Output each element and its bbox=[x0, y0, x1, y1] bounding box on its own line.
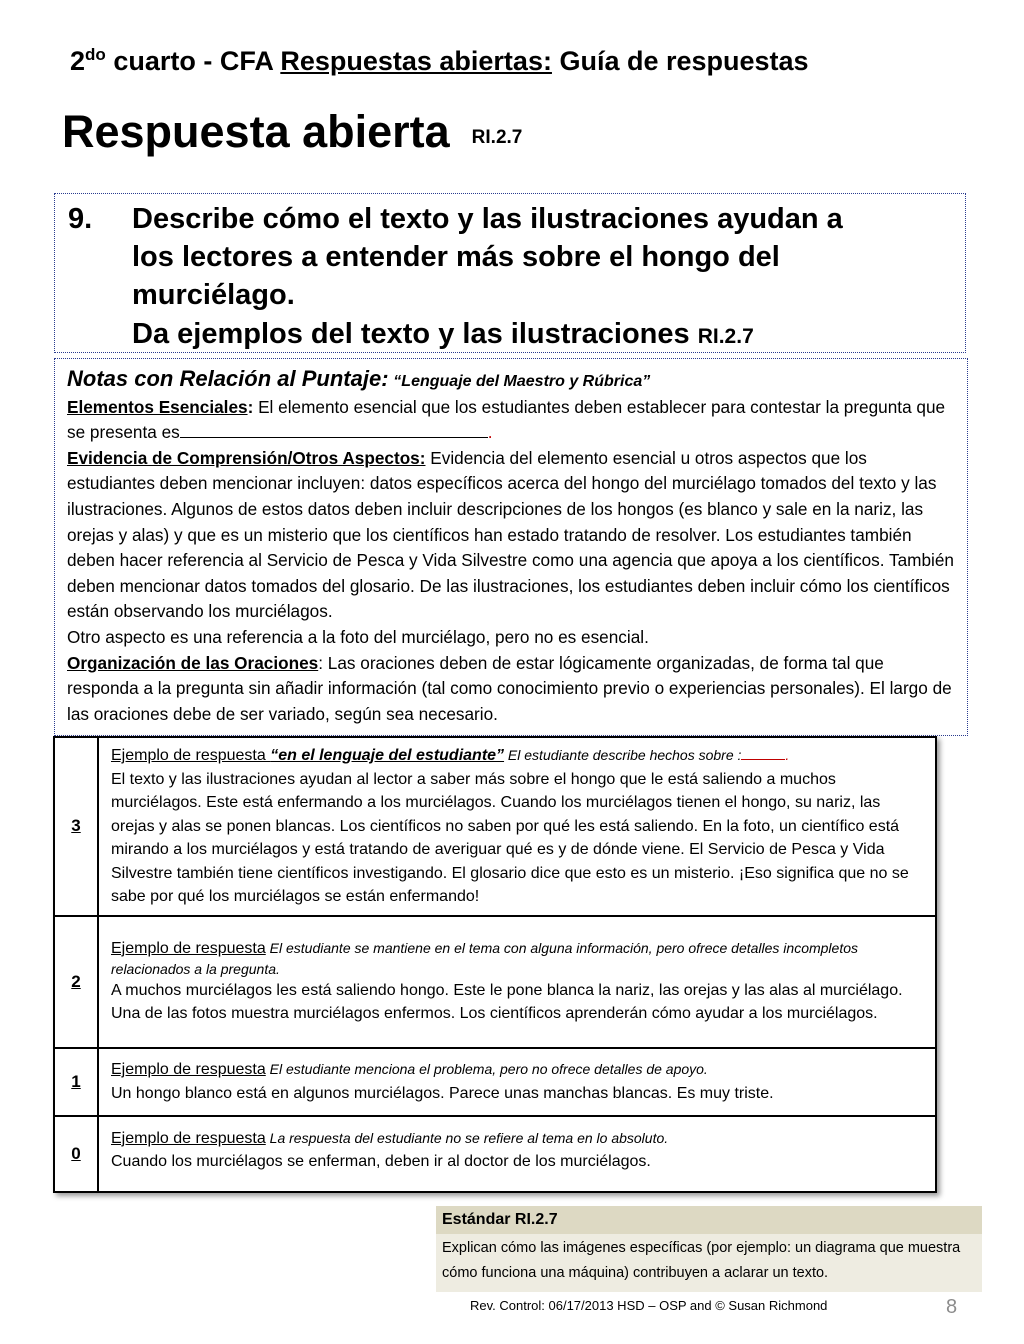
rubric-2-note: El estudiante se mantiene en el tema con alguna información, pero ofrece detalles incompletos relacionados a la pregunta. bbox=[111, 939, 859, 977]
essential-text: El elemento esencial que los estudiantes deben establecer para contestar la pregunta que se presenta es bbox=[67, 396, 946, 443]
header-part2: Guía de respuestas bbox=[551, 46, 809, 76]
rubric-3-note-end: . bbox=[785, 747, 790, 763]
page-title bbox=[62, 106, 522, 158]
header-underlined: Respuestas abiertas: bbox=[280, 46, 552, 76]
score-0: 0 bbox=[54, 1116, 98, 1192]
rubric-row-1 bbox=[54, 1048, 936, 1116]
essential-end: . bbox=[487, 422, 493, 443]
rubric-3-label: Ejemplo de respuesta bbox=[111, 747, 271, 764]
organization-label: Organización de las Oraciones bbox=[67, 652, 319, 673]
header-part1: cuarto - CFA bbox=[105, 46, 281, 76]
evidence-other: Otro aspecto es una referencia a la foto del murciélago, pero no es esencial. bbox=[67, 626, 649, 647]
question-code: RI.2.7 bbox=[697, 325, 754, 348]
standard-box bbox=[436, 1206, 982, 1292]
question-number: 9. bbox=[68, 203, 93, 235]
footer-revision: Rev. Control: 06/17/2013 HSD – OSP and © Susan Richmond bbox=[470, 1298, 828, 1313]
rubric-row-2 bbox=[54, 916, 936, 1048]
rubric-3-blank bbox=[741, 747, 785, 760]
page-number: 8 bbox=[946, 1296, 958, 1318]
essential-label: Elementos Esenciales bbox=[67, 396, 248, 417]
rubric-cell-3 bbox=[98, 737, 936, 916]
question-line-2: los lectores a entender más sobre el hongo del bbox=[132, 241, 780, 273]
scoring-notes bbox=[54, 358, 968, 736]
rubric-0-note: La respuesta del estudiante no se refiere al tema en lo absoluto. bbox=[265, 1129, 669, 1146]
notes-heading bbox=[67, 366, 955, 395]
essential-elements bbox=[67, 395, 955, 446]
essential-colon: : bbox=[247, 396, 254, 417]
question-line-3: murciélago. bbox=[132, 279, 295, 311]
rubric-0-heading bbox=[111, 1127, 923, 1151]
question-line-1: Describe cómo el texto y las ilustraciones ayudan a bbox=[132, 203, 843, 235]
rubric-table bbox=[53, 736, 937, 1193]
notes-subheading: “Lenguaje del Maestro y Rúbrica” bbox=[393, 373, 651, 390]
score-2: 2 bbox=[54, 916, 98, 1048]
page-header bbox=[70, 46, 809, 77]
notes-heading-text: Notas con Relación al Puntaje: bbox=[67, 366, 389, 391]
standard-body: Explican cómo las imágenes específicas (por ejemplo: un diagrama que muestra cómo funciona una máquina) contribuyen a aclarar un texto. bbox=[436, 1234, 982, 1292]
rubric-1-text: Un hongo blanco está en algunos murciélagos. Parece unas manchas blancas. Es muy triste. bbox=[111, 1084, 774, 1102]
rubric-1-label: Ejemplo de respuesta bbox=[111, 1061, 266, 1078]
rubric-1-heading bbox=[111, 1058, 923, 1082]
question-line-4-text: Da ejemplos del texto y las ilustraciones bbox=[132, 318, 690, 350]
standard-heading: Estándar RI.2.7 bbox=[436, 1206, 982, 1234]
rubric-cell-2 bbox=[98, 916, 936, 1048]
rubric-row-3 bbox=[54, 737, 936, 916]
header-superscript: do bbox=[85, 45, 106, 64]
evidence-text: Evidencia del elemento esencial u otros aspectos que los estudiantes deben mencionar incluyen: datos específicos acerca del hongo del murciélago tomados del texto y las ilustraciones. Algunos de estos datos deben incluir descripciones de los hongos (es blanco y sale en la nariz, las orejas y alas) y que es un misterio que los científicos han estado tratando de resolver. Los estudiantes también deben hacer referencia al Servicio de Pesca y Vida Silvestre como una agencia que apoya a los científicos. También deben mencionar datos tomados del glosario. De las ilustraciones, los estudiantes deben incluir cómo los científicos están observando los murciélagos. bbox=[67, 447, 954, 622]
rubric-0-text: Cuando los murciélagos se enferman, deben ir al doctor de los murciélagos. bbox=[111, 1153, 651, 1170]
evidence-label: Evidencia de Comprensión/Otros Aspectos: bbox=[67, 447, 426, 468]
rubric-cell-1 bbox=[98, 1048, 936, 1116]
rubric-0-label: Ejemplo de respuesta bbox=[111, 1129, 266, 1147]
rubric-1-note: El estudiante menciona el problema, pero no ofrece detalles de apoyo. bbox=[265, 1061, 708, 1077]
rubric-row-0 bbox=[54, 1116, 936, 1192]
title-code: RI.2.7 bbox=[471, 127, 523, 148]
organization-section bbox=[67, 651, 955, 728]
rubric-3-heading bbox=[111, 744, 923, 768]
answer-blank bbox=[180, 423, 488, 438]
score-3: 3 bbox=[54, 737, 98, 916]
organization-text: : Las oraciones deben de estar lógicamente organizadas, de forma tal que responda a la pregunta sin añadir información (tal como conocimiento previo o experiencias personales). El largo de las oraciones debe de ser variado, según sea necesario. bbox=[67, 652, 952, 724]
rubric-2-text: A muchos murciélagos les está saliendo hongo. Este le pone blanca la nariz, las orejas y las alas al murciélago. Una de las fotos muestra murciélagos enfermos. Los científicos aprenderán cómo ayudar a los murciélagos. bbox=[111, 981, 903, 1022]
rubric-3-note: El estudiante describe hechos sobre : bbox=[504, 747, 742, 763]
header-number: 2 bbox=[70, 46, 86, 76]
rubric-cell-0 bbox=[98, 1116, 936, 1192]
rubric-3-label-italic: “en el lenguaje del estudiante” bbox=[270, 747, 505, 764]
rubric-2-heading bbox=[111, 938, 923, 979]
evidence-section bbox=[67, 446, 955, 625]
question-line-4 bbox=[132, 318, 754, 351]
score-1: 1 bbox=[54, 1048, 98, 1116]
title-text: Respuesta abierta bbox=[62, 106, 450, 157]
rubric-2-label: Ejemplo de respuesta bbox=[111, 939, 266, 957]
rubric-3-text: El texto y las ilustraciones ayudan al lector a saber más sobre el hongo que le está saliendo a muchos murciélagos. Este está enfermando a los murciélagos. Cuando los murciélagos tienen el hongo, su nariz, las orejas y alas se ponen blancas. Los científicos no saben por qué les está saliendo. En la foto, un científico está mirando a los murciélagos y está tratando de averiguar qué es y de dónde viene. El Servicio de Pesca y Vida Silvestre también tiene científicos investigando. El glosario dice que esto es un misterio. ¡Eso significa que no se sabe por qué los murciélagos se están enfermando! bbox=[111, 770, 909, 905]
